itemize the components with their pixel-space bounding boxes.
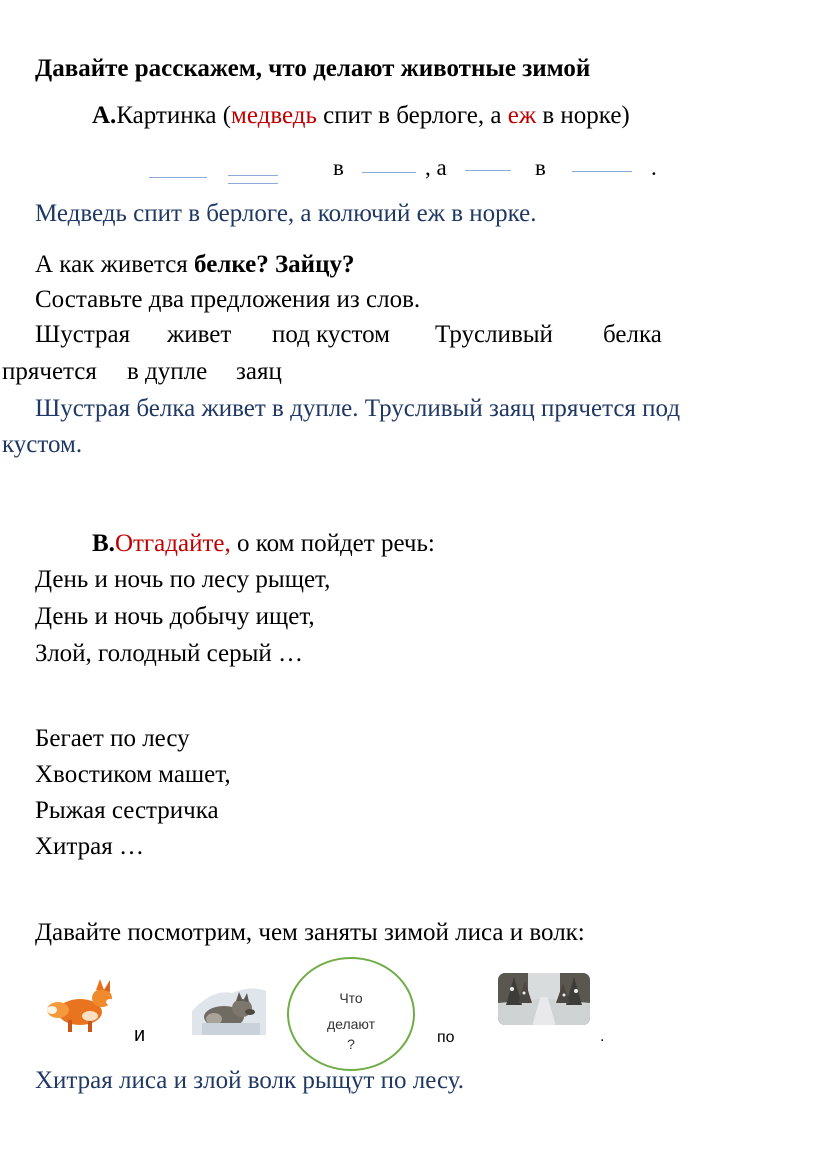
section-a-text1: Картинка ( [116,102,232,129]
blank-line-4 [362,172,416,173]
blank-line-5 [465,170,511,171]
section-b-text: о ком пойдет речь: [230,530,435,557]
answer-sentence-a: Медведь спит в берлоге, а колючий еж в норке. [35,200,537,227]
riddle2-line4: Хитрая … [35,833,145,860]
what-do-they-do-oval [287,957,415,1071]
wolf-image [192,981,266,1035]
blank-line-3 [228,183,278,184]
section-b-instruction [92,529,435,559]
look-text: Давайте посмотрим, чем заняты зимой лиса и волк: [35,919,585,946]
riddle2-line2: Хвостиком машет, [35,761,231,788]
word-shustraya: Шустрая [35,321,131,348]
riddle1-line1: День и ночь по лесу рыщет, [35,566,331,593]
question-line [35,250,354,280]
riddle1-line3: Злой, голодный серый … [35,640,304,667]
riddle2-line3: Рыжая сестричка [35,797,219,824]
word-pod-kustom: под кустом [272,321,390,348]
guess-word: Отгадайте, [114,530,231,557]
question-bold: белке? Зайцу? [194,251,355,278]
scheme-dot: . [600,1028,605,1045]
task-text: Составьте два предложения из слов. [35,286,421,313]
word-truslivyy: Трусливый [435,321,553,348]
template-v1: в [333,155,344,180]
template-dot: . [651,155,657,180]
question-text: А как живется [35,251,195,278]
fox-image [44,976,116,1034]
oval-text-line1: Что [339,990,363,1006]
blank-line-1 [149,177,207,178]
scheme-po: по [437,1029,455,1046]
word-zayats: заяц [236,358,282,385]
riddle1-line2: День и ночь добычу ищет, [35,603,315,630]
winter-forest-image [498,973,590,1025]
word-v-duple: в дупле [127,358,208,385]
section-a-text2: спит в берлоге, а [316,102,508,129]
word-belka: белка [603,321,662,348]
answer-sentence-b-line1: Шустрая белка живет в дупле. Трусливый заяц прячется под [35,395,681,422]
oval-text-line2: делают [326,1016,376,1032]
template-v2: в [535,155,546,180]
section-a-instruction [92,101,630,131]
page-title: Давайте расскажем, что делают животные зимой [35,55,591,82]
final-answer: Хитрая лиса и злой волк рыщут по лесу. [35,1067,464,1094]
answer-sentence-b-line2: кустом. [2,431,83,458]
oval-text-line3: ? [347,1036,355,1052]
word-zhivet: живет [167,321,232,348]
section-b-letter: В. [92,530,115,557]
scheme-and: и [134,1024,146,1046]
word-hedgehog: еж [507,102,537,129]
section-a-letter: А. [92,102,117,129]
template-a: , а [425,155,447,180]
word-pryachetsya: прячется [2,358,97,385]
blank-line-2 [228,175,278,176]
blank-line-6 [572,171,632,172]
riddle2-line1: Бегает по лесу [35,725,190,752]
section-a-text3: в норке) [536,102,630,129]
word-bear: медведь [231,102,317,129]
